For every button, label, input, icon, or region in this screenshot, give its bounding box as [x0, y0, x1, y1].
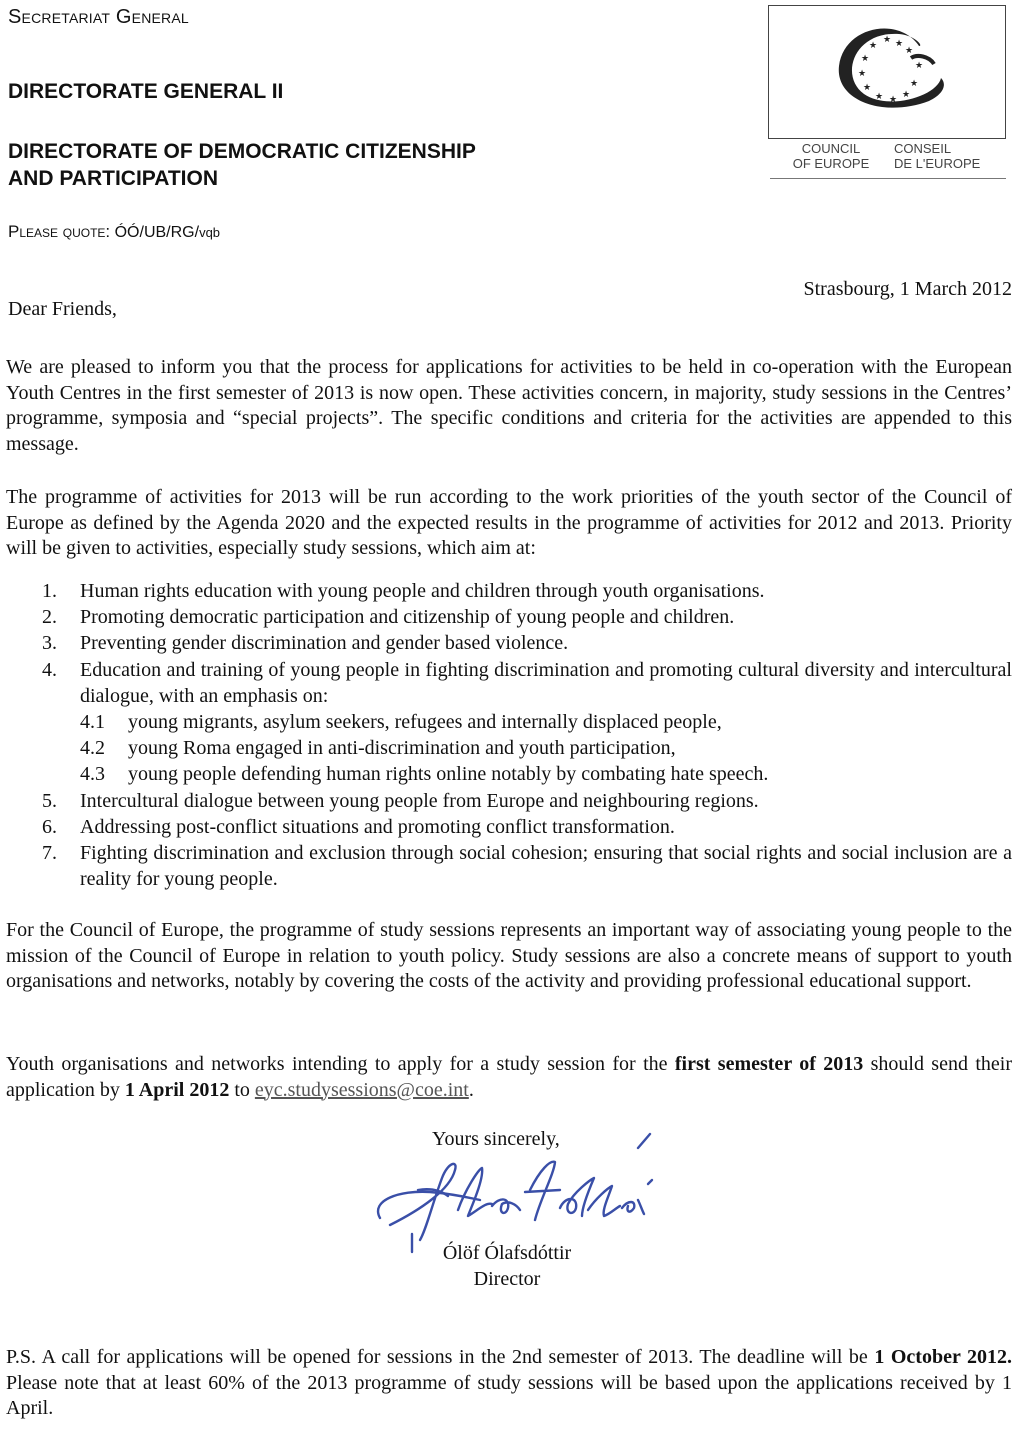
- directorate-heading: [8, 138, 476, 192]
- deadline-text-part: should send their application by: [6, 1053, 1012, 1101]
- postscript-text-part: Please note that at least 60% of the 2013 programme of study sessions will be based upon the applications received by 1 April.: [6, 1371, 1012, 1419]
- deadline-text-part: Youth organisations and networks intending to apply for a study session for the: [6, 1053, 675, 1075]
- svg-text:★: ★: [857, 69, 867, 79]
- sub-list-item: [6, 709, 1012, 735]
- logo-label-en-line-2: OF EUROPE: [792, 156, 870, 171]
- sub-list-item-number: 4.3: [80, 763, 105, 786]
- postscript: [6, 1345, 1012, 1422]
- svg-text:★: ★: [868, 41, 878, 51]
- svg-text:★: ★: [862, 83, 872, 93]
- paragraph-applications-open: We are pleased to inform you that the process for applications for activities to be held in co-operation with the European Youth Centres in the first semester of 2013 is now open. These activities concern, in majority, study sessions in the Centres’ programme, symposia and “special projects”. The specific conditions and criteria for the activities are appended to this message.: [6, 356, 1012, 455]
- postscript-deadline-emphasis: 1 October 2012.: [874, 1346, 1013, 1368]
- svg-text:★: ★: [894, 39, 904, 49]
- list-item: [6, 788, 1012, 814]
- svg-text:★: ★: [888, 95, 898, 105]
- list-item-number: 6.: [42, 815, 57, 838]
- paragraph-application-deadline: [6, 1052, 1012, 1103]
- list-item-number: 7.: [42, 842, 57, 865]
- svg-text:★: ★: [860, 54, 870, 64]
- list-item: [6, 604, 1012, 630]
- deadline-text-part: to: [229, 1078, 255, 1101]
- signatory-block: [432, 1240, 582, 1292]
- sub-list-item-number: 4.1: [80, 711, 105, 734]
- council-of-europe-logo: [768, 5, 1006, 139]
- semester-emphasis: first semester of 2013: [674, 1053, 864, 1075]
- closing: Yours sincerely,: [432, 1128, 560, 1150]
- list-item: [6, 630, 1012, 656]
- quote-ref-upper: ÓÓ/UB/RG/: [114, 224, 200, 241]
- council-of-europe-emblem-icon: [769, 6, 1005, 138]
- directorate-line-2: AND PARTICIPATION: [8, 167, 218, 190]
- deadline-text-part: .: [468, 1078, 474, 1101]
- list-item-number: 2.: [42, 606, 57, 629]
- signatory-name: Ólöf Ólafsdóttir: [442, 1242, 572, 1264]
- sub-list-item-text: young people defending human rights online notably by combating hate speech.: [128, 763, 769, 786]
- svg-text:★: ★: [882, 35, 892, 45]
- logo-label-fr: [894, 141, 998, 171]
- list-item-text: Preventing gender discrimination and gender based violence.: [80, 632, 569, 655]
- list-item-text: Education and training of young people in fighting discrimination and promoting cultural diversity and intercultural dialogue, with an emphasis on:: [80, 658, 1012, 707]
- email-link[interactable]: eyc.studysessions@coe.int: [254, 1078, 469, 1101]
- logo-label-en: [776, 141, 886, 171]
- priorities-list: [6, 578, 1012, 892]
- list-item-number: 3.: [42, 632, 57, 655]
- postscript-text-part: P.S. A call for applications will be opened for sessions in the 2nd semester of 2013. The deadline will be: [6, 1346, 875, 1368]
- list-item-number: 5.: [42, 789, 57, 812]
- svg-text:★: ★: [914, 61, 924, 71]
- list-item-text: Intercultural dialogue between young people from Europe and neighbouring regions.: [80, 789, 759, 812]
- sub-list-item-number: 4.2: [80, 737, 105, 760]
- sub-list-item-text: young migrants, asylum seekers, refugees and internally displaced people,: [128, 711, 722, 734]
- list-item-text: Addressing post-conflict situations and promoting conflict transformation.: [80, 815, 675, 838]
- quote-reference: [8, 222, 220, 242]
- list-item: [6, 578, 1012, 604]
- logo-label-fr-line-2: DE L'EUROPE: [894, 156, 981, 171]
- list-item-text: Fighting discrimination and exclusion through social cohesion; ensuring that social rights and social inclusion are a reality for young people.: [80, 842, 1012, 891]
- sub-list-item: [6, 735, 1012, 761]
- secretariat-text: Secretariat General: [8, 6, 189, 28]
- signatory-title: Director: [473, 1268, 541, 1290]
- list-item: [6, 657, 1012, 709]
- secretariat-heading: [8, 6, 189, 29]
- paragraph-study-sessions: For the Council of Europe, the programme of study sessions represents an important way of associating young people to the mission of the Council of Europe in relation to youth policy. Study sessions are also a concrete means of support to youth organisations and networks, notably by covering the costs of the activity and providing professional educational support.: [6, 919, 1012, 992]
- list-item: [6, 814, 1012, 840]
- list-item-text: Human rights education with young people and children through youth organisations.: [80, 580, 765, 602]
- deadline-date-emphasis: 1 April 2012: [124, 1078, 230, 1101]
- logo-label-en-line-1: COUNCIL: [801, 141, 861, 156]
- list-item-number: 1.: [42, 580, 57, 602]
- salutation: Dear Friends,: [8, 298, 117, 320]
- directorate-line-1: DIRECTORATE OF DEMOCRATIC CITIZENSHIP: [8, 140, 476, 163]
- svg-text:★: ★: [904, 46, 914, 56]
- sub-list-item-text: young Roma engaged in anti-discrimination and youth participation,: [128, 737, 676, 760]
- logo-label-fr-line-1: CONSEIL: [894, 141, 952, 156]
- quote-label: Please quote:: [8, 222, 111, 241]
- list-item-text: Promoting democratic participation and citizenship of young people and children.: [80, 606, 735, 629]
- sub-list-item: [6, 761, 1012, 787]
- letter-date: Strasbourg, 1 March 2012: [803, 278, 1012, 300]
- svg-text:★: ★: [909, 79, 919, 89]
- paragraph-programme-priorities: The programme of activities for 2013 will be run according to the work priorities of the youth sector of the Council of Europe as defined by the Agenda 2020 and the expected results in the programme of activities for 2012 and 2013. Priority will be given to activities, especially study sessions, which aim at:: [6, 486, 1012, 559]
- svg-text:★: ★: [874, 92, 884, 102]
- list-item: [6, 840, 1012, 892]
- logo-divider: [770, 178, 1006, 179]
- svg-text:★: ★: [901, 90, 911, 100]
- directorate-general-heading: DIRECTORATE GENERAL II: [8, 80, 284, 103]
- list-item-number: 4.: [42, 658, 57, 681]
- quote-ref-lower: vqb: [199, 225, 221, 240]
